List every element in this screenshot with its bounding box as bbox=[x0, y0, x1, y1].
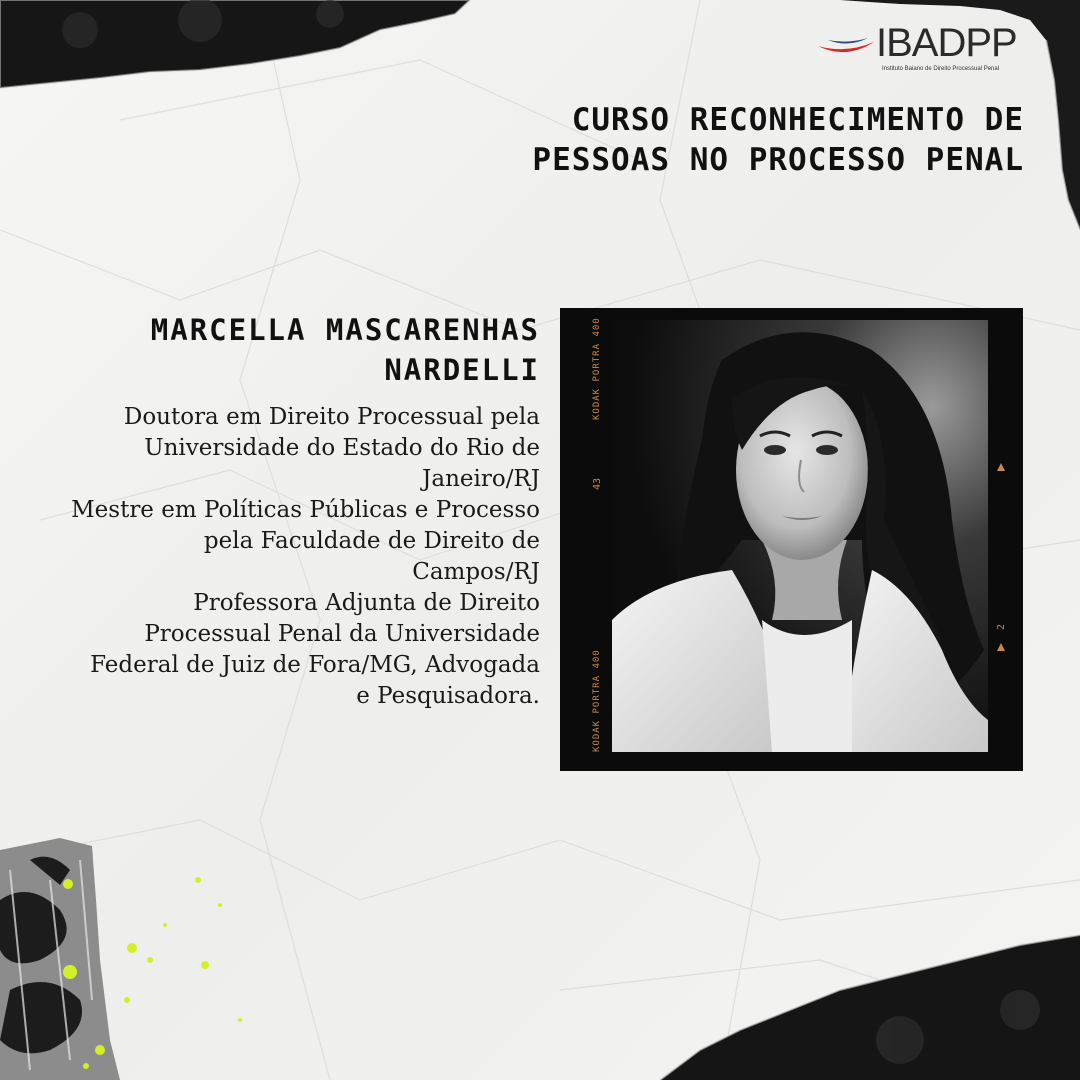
bio-line: Professora Adjunta de Direito bbox=[193, 590, 540, 616]
bio-line: Campos/RJ bbox=[412, 559, 540, 585]
bio-line: Processual Penal da Universidade bbox=[144, 621, 540, 647]
logo-wordmark: IBADPP bbox=[876, 21, 1017, 65]
bio-line: pela Faculdade de Direito de bbox=[203, 528, 540, 554]
film-label-top: KODAK PORTRA 400 bbox=[592, 317, 602, 420]
speaker-name-line: NARDELLI bbox=[384, 353, 540, 387]
course-title bbox=[464, 100, 1024, 180]
bio-line: Janeiro/RJ bbox=[422, 466, 540, 492]
bio-line: Federal de Juiz de Fora/MG, Advogada bbox=[90, 652, 540, 678]
logo-subtitle: Instituto Baiano de Direito Processual Penal bbox=[882, 66, 1000, 72]
course-title-line: PESSOAS NO PROCESSO PENAL bbox=[532, 142, 1024, 178]
course-title-line: CURSO RECONHECIMENTO DE bbox=[571, 102, 1024, 138]
bio-line: Mestre em Políticas Públicas e Processo bbox=[71, 497, 540, 523]
logo-swoosh-icon bbox=[816, 32, 876, 58]
film-frame-number-right: 2 bbox=[996, 623, 1007, 630]
speaker-bio bbox=[0, 402, 540, 712]
speaker-name bbox=[60, 310, 540, 390]
speaker-portrait-image bbox=[612, 320, 988, 752]
ibadpp-logo bbox=[812, 22, 1032, 78]
speaker-name-line: MARCELLA MASCARENHAS bbox=[150, 313, 540, 347]
bio-line: Doutora em Direito Processual pela bbox=[123, 404, 540, 430]
bio-line: e Pesquisadora. bbox=[356, 683, 540, 709]
bio-line: Universidade do Estado do Rio de bbox=[144, 435, 540, 461]
film-frame-number: 43 bbox=[592, 477, 603, 490]
film-label-bottom: KODAK PORTRA 400 bbox=[592, 649, 602, 752]
film-arrow-icon bbox=[996, 462, 1006, 472]
film-arrow-icon bbox=[996, 642, 1006, 652]
